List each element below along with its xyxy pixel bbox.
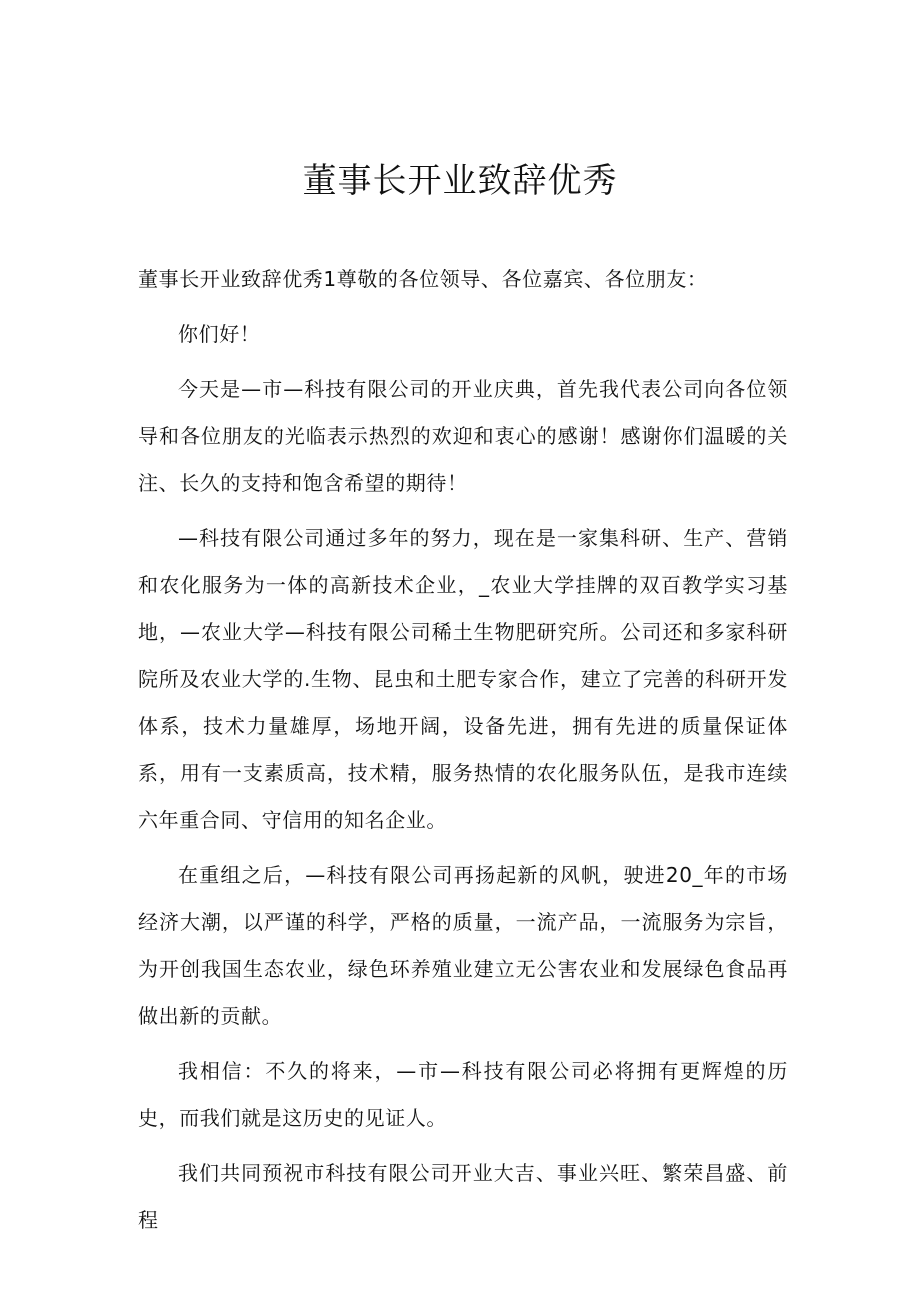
- document-title: 董事长开业致辞优秀: [302, 161, 618, 201]
- paragraph-reorganization: 在重组之后，—科技有限公司再扬起新的风帆，驶进20_年的市场经济大潮，以严谨的科学，严格的质量，一流产品，一流服务为宗旨，为开创我国生态农业，绿色环养殖业建立无公害农业和发展绿色食品再做出新的贡献。: [138, 863, 788, 1028]
- document-body: [138, 256, 788, 1252]
- paragraph-company-intro: —科技有限公司通过多年的努力，现在是一家集科研、生产、营销和农化服务为一体的高新技术企业，_农业大学挂牌的双百教学实习基地，—农业大学—科技有限公司稀土生物肥研究所。公司还和多家科研院所及农业大学的.生物、昆虫和土肥专家合作，建立了完善的科研开发体系，技术力量雄厚，场地开阔，设备先进，拥有先进的质量保证体系，用有一支素质高，技术精，服务热情的农化服务队伍，是我市连续六年重合同、守信用的知名企业。: [138, 526, 788, 832]
- paragraph-greeting: 你们好！: [178, 322, 261, 346]
- paragraph-welcome: 今天是—市—科技有限公司的开业庆典，首先我代表公司向各位领导和各位朋友的光临表示热烈的欢迎和衷心的感谢！感谢你们温暖的关注、长久的支持和饱含希望的期待！: [138, 377, 788, 495]
- paragraph-wishes: 我们共同预祝市科技有限公司开业大吉、事业兴旺、繁荣昌盛、前程: [138, 1161, 788, 1232]
- paragraph-belief: 我相信：不久的将来，—市—科技有限公司必将拥有更辉煌的历史，而我们就是这历史的见证人。: [138, 1059, 788, 1130]
- paragraph-salutation: 董事长开业致辞优秀1尊敬的各位领导、各位嘉宾、各位朋友：: [138, 267, 708, 291]
